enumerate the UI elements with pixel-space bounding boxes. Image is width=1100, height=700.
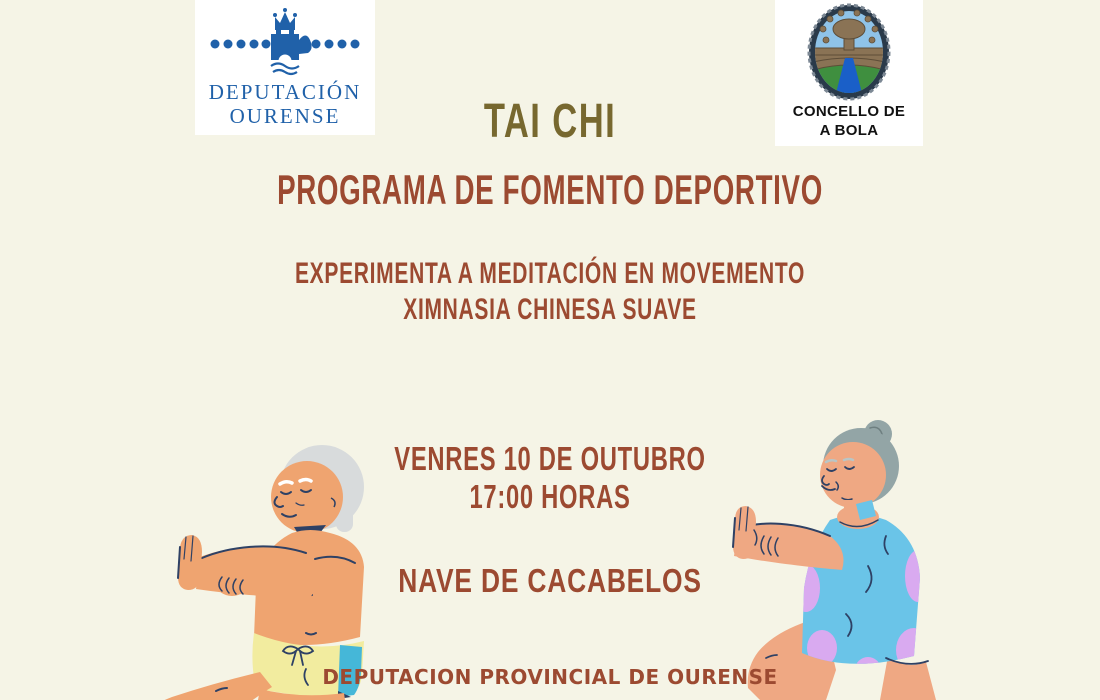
poster-title: TAI CHI: [483, 95, 617, 148]
poster-tagline-2: XIMNASIA CHINESA SUAVE: [403, 293, 697, 326]
concello-logo-line2: A BOLA: [819, 122, 879, 139]
concello-crest-icon: [799, 2, 899, 102]
deputacion-logo-line1: DEPUTACIÓN: [208, 80, 362, 104]
poster-subtitle: PROGRAMA DE FOMENTO DEPORTIVO: [277, 166, 823, 213]
deputacion-logo-line2: OURENSE: [229, 104, 341, 128]
concello-logo-line1: CONCELLO DE: [792, 103, 906, 120]
poster-tagline-1: EXPERIMENTA A MEDITACIÓN EN MOVEMENTO: [294, 257, 806, 290]
poster-footer: DEPUTACION PROVINCIAL DE OURENSE: [322, 665, 778, 689]
event-time: 17:00 HORAS: [469, 478, 631, 515]
deputacion-crest-icon: [195, 4, 375, 80]
event-date: VENRES 10 DE OUTUBRO: [394, 440, 706, 477]
event-venue: NAVE DE CACABELOS: [398, 562, 702, 599]
